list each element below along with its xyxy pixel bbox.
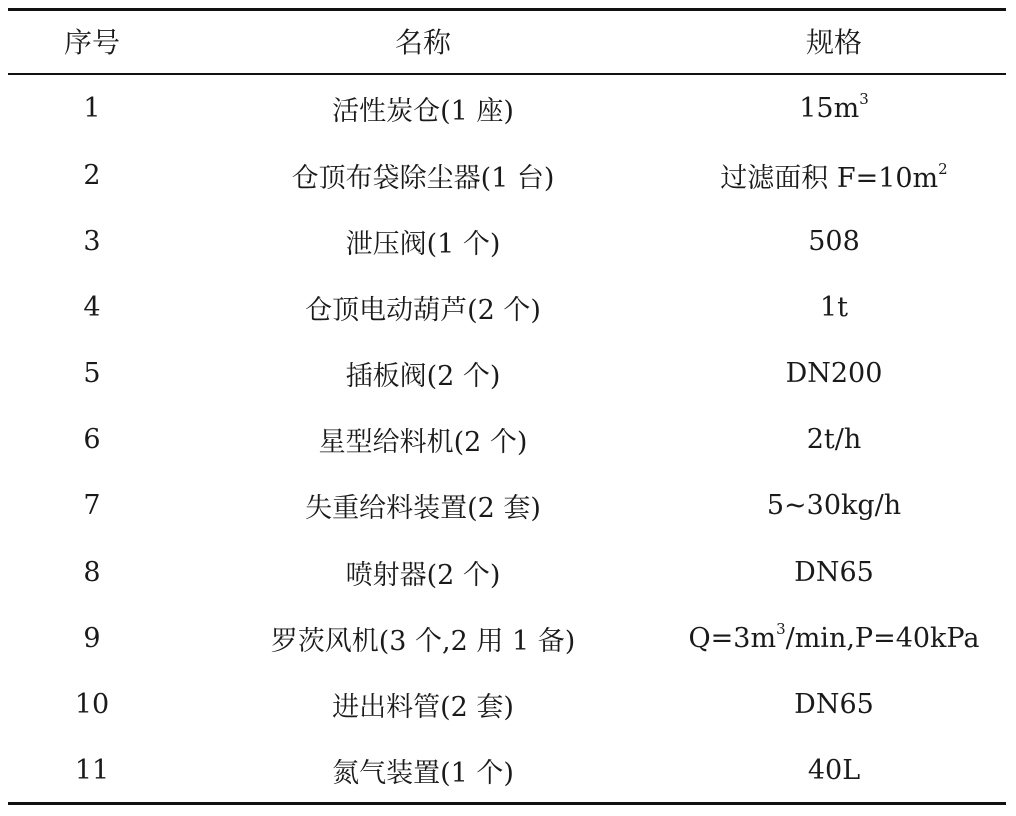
table-row [8,485,1006,525]
cell-no: 2 [83,159,101,191]
cell-no: 7 [83,489,101,521]
cell-name: 仓顶电动葫芦(2 个) [305,294,541,326]
table-row [8,353,1006,393]
cell-name: 进出料管(2 套) [332,691,514,723]
cell-no: 1 [83,92,101,124]
cell-no: 3 [83,225,101,257]
table-row [8,287,1006,327]
header-spec: 规格 [805,26,862,59]
header-no: 序号 [63,26,120,59]
cell-no: 6 [83,423,101,455]
table-row [8,750,1006,790]
table-bottom-rule [8,802,1006,805]
table-top-rule [8,8,1006,11]
cell-spec: $Q=3m^3/\min,P=40kPa$ [688,619,980,654]
header-name: 名称 [394,26,451,59]
cell-spec: 1t [819,291,849,323]
table-row [8,155,1006,195]
cell-name: 氮气装置(1 个) [332,757,514,789]
cell-spec: DN65 [794,556,874,588]
table-row [8,221,1006,261]
cell-spec: DN200 [785,357,883,389]
cell-name: 仓顶布袋除尘器(1 台) [291,162,555,194]
cell-name: 喷射器(2 个) [345,559,501,591]
cell-spec: 508 [808,225,860,257]
cell-name: 泄压阀(1 个) [345,228,501,260]
cell-name: 活性炭仓(1 座) [332,95,514,127]
cell-no: 4 [83,291,101,323]
cell-spec: 40L [807,754,861,786]
cell-no: 11 [74,754,110,786]
cell-spec: 2t/h [806,423,862,455]
cell-no: 9 [83,622,101,654]
cell-no: 5 [83,357,101,389]
superscript: 3 [776,619,786,638]
cell-name: 插板阀(2 个) [345,360,501,392]
table-header-row [8,21,1006,61]
table-row [8,618,1006,658]
cell-name: 失重给料装置(2 套) [305,492,541,524]
cell-name: 星型给料机(2 个) [318,426,528,458]
cell-no: 10 [74,688,110,720]
superscript: 3 [859,89,869,108]
table-row [8,419,1006,459]
cell-spec: 5~30kg/h [766,489,902,521]
cell-no: 8 [83,556,101,588]
cell-spec: $15m^3$ [799,89,869,124]
table-row [8,552,1006,592]
table-row [8,88,1006,128]
cell-name: 罗茨风机(3 个,2 用 1 备) [270,625,576,657]
cell-spec: 过滤面积 $F=10m^2$ [720,159,948,194]
cell-spec: DN65 [794,688,874,720]
superscript: 2 [938,159,948,178]
table-header-rule [8,73,1006,75]
table-row [8,684,1006,724]
